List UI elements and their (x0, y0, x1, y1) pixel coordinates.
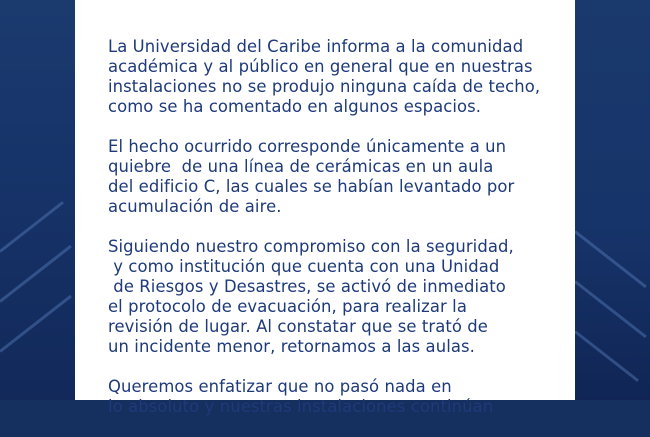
text-line: lo absoluto y nuestras instalaciones continúan (108, 397, 494, 416)
text-line: acumulación de aire. (108, 197, 282, 216)
text-line: como se ha comentado en algunos espacios. (108, 97, 482, 116)
text-line: Siguiendo nuestro compromiso con la seguridad, (108, 237, 514, 256)
text-line: del edificio C, las cuales se habían levantado por (108, 177, 515, 196)
text-line: Queremos enfatizar que no pasó nada en (108, 377, 452, 396)
text-line: El hecho ocurrido corresponde únicamente a un (108, 137, 507, 156)
decorative-stripe (574, 230, 647, 288)
left-background-panel (0, 0, 75, 400)
paragraph (108, 237, 558, 357)
right-background-panel (575, 0, 650, 400)
decorative-stripe (574, 330, 639, 382)
decorative-stripe (0, 245, 72, 303)
paragraph (108, 377, 558, 417)
text-line: el protocolo de evacuación, para realizar la (108, 297, 467, 316)
text-line: académica y al público en general que en nuestras (108, 57, 533, 76)
decorative-stripe (574, 280, 647, 338)
text-line: instalaciones no se produjo ninguna caída de techo, (108, 77, 541, 96)
text-line: revisión de lugar. Al constatar que se trató de (108, 317, 488, 336)
statement-text (108, 37, 558, 437)
decorative-stripe (0, 295, 72, 353)
text-line: La Universidad del Caribe informa a la comunidad (108, 37, 524, 56)
statement-card (75, 0, 575, 416)
decorative-stripe (0, 201, 64, 253)
text-line: de Riesgos y Desastres, se activó de inmediato (108, 277, 506, 296)
paragraph (108, 137, 558, 217)
text-line: y como institución que cuenta con una Unidad (108, 257, 500, 276)
paragraph (108, 37, 558, 117)
text-line: quiebre de una línea de cerámicas en un aula (108, 157, 494, 176)
text-line: un incidente menor, retornamos a las aulas. (108, 337, 475, 356)
